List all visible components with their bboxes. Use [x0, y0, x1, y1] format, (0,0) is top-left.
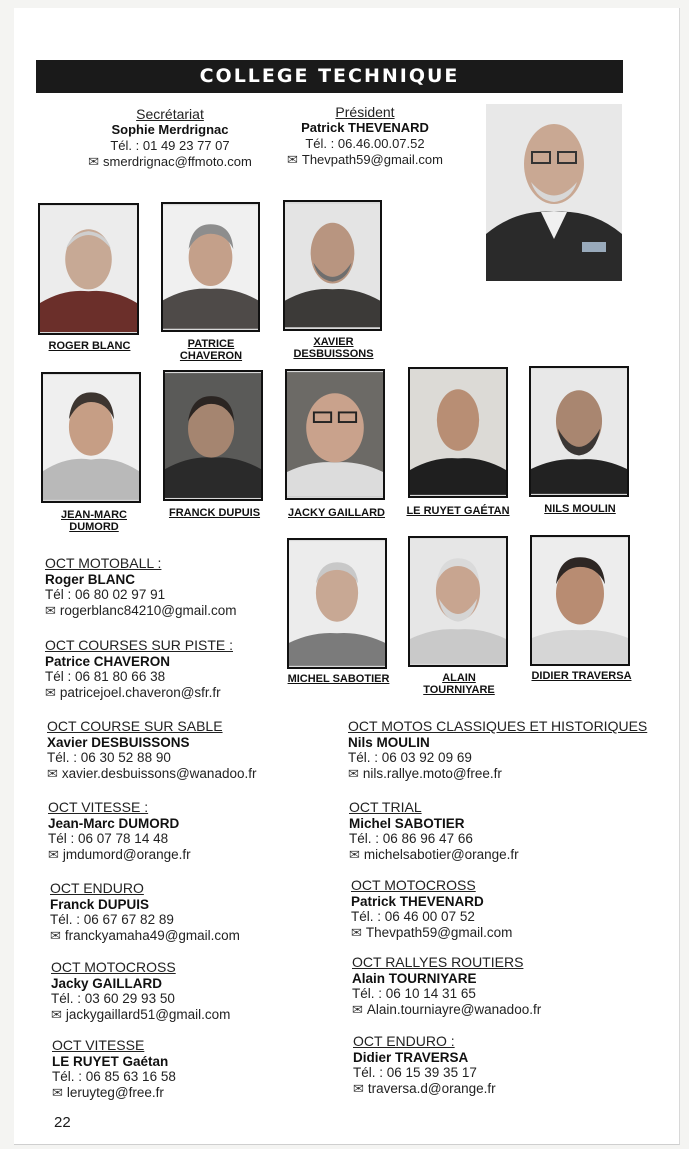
president-photo	[486, 104, 622, 281]
portrait-image	[531, 368, 627, 495]
portrait-image	[410, 369, 506, 496]
section-email[interactable]: ✉ jackygaillard51@gmail.com	[51, 1007, 230, 1023]
caption-franck-dupuis: FRANCK DUPUIS	[168, 507, 261, 519]
section-email[interactable]: ✉ patricejoel.chaveron@sfr.fr	[45, 685, 233, 701]
section-email[interactable]: ✉ rogerblanc84210@gmail.com	[45, 603, 236, 619]
page-banner: COLLEGE TECHNIQUE	[36, 60, 623, 93]
section-oct-trial	[349, 800, 519, 862]
section-oct-motos-classiques	[348, 719, 647, 781]
section-oct-motocross-1	[51, 960, 230, 1022]
caption-patrice-chaveron: PATRICE CHAVERON	[179, 338, 243, 362]
section-email[interactable]: ✉ traversa.d@orange.fr	[353, 1081, 496, 1097]
secretariat-contact	[80, 106, 260, 170]
section-name: Patrick THEVENARD	[351, 893, 484, 909]
president-name: Patrick THEVENARD	[301, 120, 429, 135]
section-phone: Tél : 06 80 02 97 91	[45, 587, 166, 602]
section-name: Jean-Marc DUMORD	[48, 815, 180, 831]
section-phone: Tél. : 06 10 14 31 65	[352, 986, 476, 1001]
section-phone: Tél. : 06 67 67 82 89	[50, 912, 174, 927]
caption-jean-marc-dumord: JEAN-MARC DUMORD	[61, 509, 127, 533]
section-oct-vitesse-2	[52, 1038, 176, 1100]
portrait-image	[163, 204, 258, 330]
portrait-image	[410, 538, 506, 665]
section-name: Jacky GAILLARD	[51, 975, 163, 991]
photo-roger-blanc	[38, 203, 139, 335]
photo-alain-tourniyare	[408, 536, 508, 667]
photo-jacky-gaillard	[285, 369, 385, 500]
portrait-image	[486, 104, 622, 281]
president-phone: Tél. : 06.46.00.07.52	[305, 136, 425, 151]
photo-didier-traversa	[530, 535, 630, 666]
caption-xavier-desbuissons: XAVIER DESBUISSONS	[293, 336, 374, 360]
president-role: Président	[335, 104, 395, 120]
photo-le-ruyet-gaetan	[408, 367, 508, 498]
secretariat-phone: Tél. : 01 49 23 77 07	[110, 138, 230, 153]
section-title: OCT COURSE SUR SABLE	[47, 718, 223, 734]
president-email[interactable]: ✉ Thevpath59@gmail.com	[275, 152, 455, 168]
portrait-image	[287, 371, 383, 498]
section-name: Xavier DESBUISSONS	[47, 734, 190, 750]
portrait-image	[532, 537, 628, 664]
section-name: Roger BLANC	[45, 571, 135, 587]
section-email[interactable]: ✉ Alain.tourniayre@wanadoo.fr	[352, 1002, 541, 1018]
photo-patrice-chaveron	[161, 202, 260, 332]
section-email[interactable]: ✉ michelsabotier@orange.fr	[349, 847, 519, 863]
section-phone: Tél. : 06 86 96 47 66	[349, 831, 473, 846]
section-name: Patrice CHAVERON	[45, 653, 171, 669]
secretariat-email[interactable]: ✉ smerdrignac@ffmoto.com	[80, 154, 260, 170]
section-name: Didier TRAVERSA	[353, 1049, 469, 1065]
section-oct-motoball	[45, 556, 236, 618]
page-number: 22	[54, 1114, 71, 1131]
section-phone: Tél. : 06 15 39 35 17	[353, 1065, 477, 1080]
section-name: Alain TOURNIYARE	[352, 970, 477, 986]
section-oct-course-sur-sable	[47, 719, 256, 781]
caption-nils-moulin: NILS MOULIN	[544, 503, 616, 515]
section-oct-courses-sur-piste	[45, 638, 233, 700]
section-email[interactable]: ✉ franckyamaha49@gmail.com	[50, 928, 240, 944]
section-title: OCT MOTOCROSS	[51, 959, 176, 975]
portrait-image	[43, 374, 139, 501]
section-phone: Tél. : 06 46 00 07 52	[351, 909, 475, 924]
section-title: OCT COURSES SUR PISTE :	[45, 637, 233, 653]
section-title: OCT MOTOCROSS	[351, 877, 476, 893]
section-phone: Tél. : 06 03 92 09 69	[348, 750, 472, 765]
section-email[interactable]: ✉ Thevpath59@gmail.com	[351, 925, 512, 941]
section-email[interactable]: ✉ xavier.desbuissons@wanadoo.fr	[47, 766, 256, 782]
secretariat-role: Secrétariat	[136, 106, 204, 122]
section-phone: Tél. : 06 85 63 16 58	[52, 1069, 176, 1084]
caption-le-ruyet-gaetan: LE RUYET GAÉTAN	[406, 505, 510, 517]
section-email[interactable]: ✉ leruyteg@free.fr	[52, 1085, 176, 1101]
caption-jacky-gaillard: JACKY GAILLARD	[288, 507, 385, 519]
caption-michel-sabotier: MICHEL SABOTIER	[287, 673, 390, 685]
section-name: Michel SABOTIER	[349, 815, 465, 831]
section-phone: Tél : 06 81 80 66 38	[45, 669, 166, 684]
photo-michel-sabotier	[287, 538, 387, 669]
section-oct-motocross-2	[351, 878, 512, 940]
section-oct-vitesse-1	[48, 800, 191, 862]
photo-jean-marc-dumord	[41, 372, 141, 503]
portrait-image	[40, 205, 137, 333]
section-title: OCT MOTOBALL :	[45, 555, 162, 571]
section-oct-enduro-1	[50, 881, 240, 943]
secretariat-name: Sophie Merdrignac	[111, 122, 229, 137]
section-name: Nils MOULIN	[348, 734, 430, 750]
president-contact	[275, 104, 455, 168]
section-phone: Tél. : 06 30 52 88 90	[47, 750, 171, 765]
photo-xavier-desbuissons	[283, 200, 382, 331]
section-oct-enduro-2	[353, 1034, 496, 1096]
photo-franck-dupuis	[163, 370, 263, 501]
portrait-image	[165, 372, 261, 499]
section-title: OCT VITESSE	[52, 1037, 145, 1053]
portrait-image	[285, 202, 380, 329]
section-title: OCT VITESSE :	[48, 799, 149, 815]
caption-alain-tourniyare: ALAIN TOURNIYARE	[423, 672, 495, 696]
section-phone: Tél : 06 07 78 14 48	[48, 831, 169, 846]
portrait-image	[289, 540, 385, 667]
caption-roger-blanc: ROGER BLANC	[48, 340, 131, 352]
section-title: OCT RALLYES ROUTIERS	[352, 954, 524, 970]
section-name: Franck DUPUIS	[50, 896, 150, 912]
section-name: LE RUYET Gaétan	[52, 1053, 169, 1069]
section-title: OCT TRIAL	[349, 799, 422, 815]
section-title: OCT ENDURO	[50, 880, 144, 896]
photo-nils-moulin	[529, 366, 629, 497]
section-email[interactable]: ✉ jmdumord@orange.fr	[48, 847, 191, 863]
section-phone: Tél. : 03 60 29 93 50	[51, 991, 175, 1006]
section-oct-rallyes-routiers	[352, 955, 541, 1017]
caption-didier-traversa: DIDIER TRAVERSA	[531, 670, 632, 682]
section-email[interactable]: ✉ nils.rallye.moto@free.fr	[348, 766, 647, 782]
section-title: OCT MOTOS CLASSIQUES ET HISTORIQUES	[348, 718, 648, 734]
section-title: OCT ENDURO :	[353, 1033, 455, 1049]
